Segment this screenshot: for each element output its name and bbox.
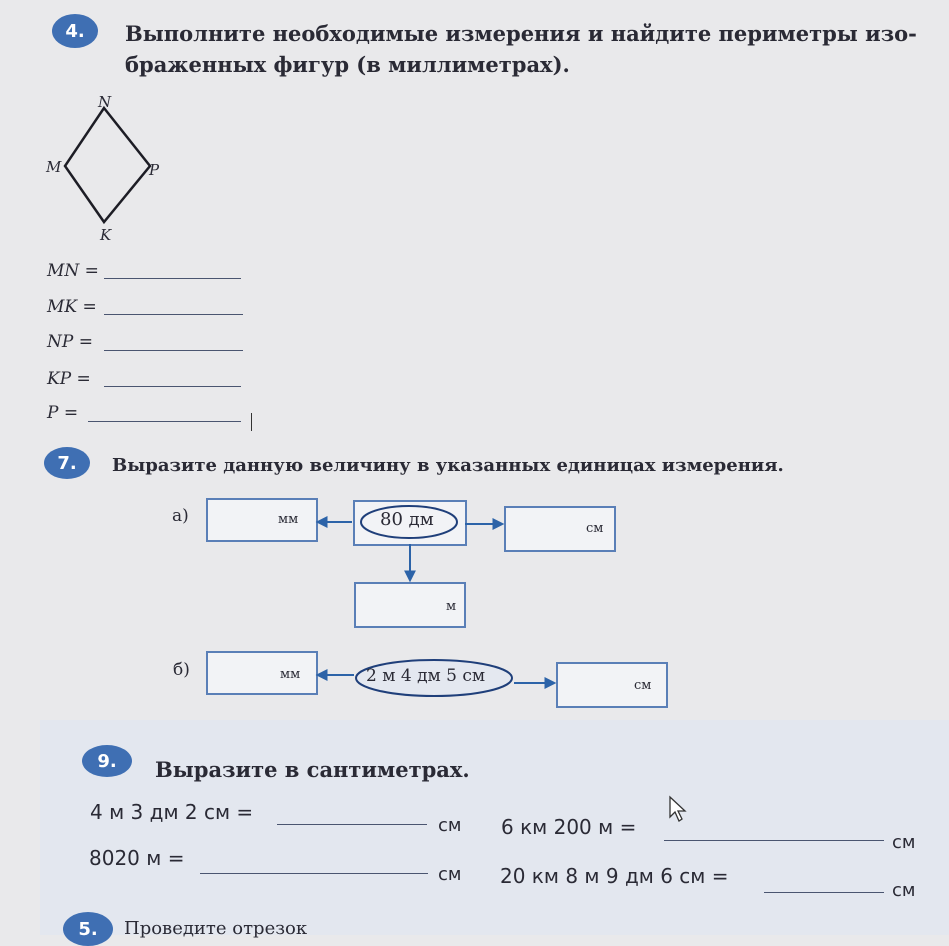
unit-label-b-mm: мм	[280, 667, 301, 682]
unit-label-a-cm: см	[586, 521, 604, 536]
answer-line-kp[interactable]	[104, 386, 241, 387]
task-number-badge: 5.	[63, 912, 113, 946]
answer-line-1[interactable]	[277, 824, 427, 825]
expression-1: 4 м 3 дм 2 см =	[90, 800, 254, 824]
unit-label-b-cm: см	[634, 678, 652, 693]
answer-line-np[interactable]	[104, 350, 243, 351]
task-background-band	[40, 720, 949, 935]
unit-1: см	[438, 815, 462, 836]
unit-label-a-mm: мм	[278, 512, 299, 527]
measure-label-mn: MN =	[47, 261, 99, 281]
vertex-label-p: P	[149, 161, 160, 179]
unit-2: см	[892, 832, 916, 853]
measure-label-perimeter: P =	[47, 403, 79, 423]
part-a-letter: а)	[172, 506, 189, 526]
expression-4: 20 км 8 м 9 дм 6 см =	[500, 864, 729, 888]
rhombus-outline	[65, 108, 150, 222]
mouse-pointer-icon	[668, 795, 690, 825]
task-title	[125, 18, 917, 80]
source-value-b: 2 м 4 дм 5 см	[366, 666, 486, 686]
task-number-badge: 4.	[52, 14, 98, 48]
unit-label-a-m: м	[446, 599, 457, 614]
expression-2: 6 км 200 м =	[501, 815, 637, 839]
task-number-badge: 9.	[82, 745, 132, 777]
answer-line-perimeter[interactable]	[88, 421, 241, 422]
part-b-letter: б)	[173, 660, 190, 680]
arrows-a	[300, 500, 520, 590]
answer-line-mn[interactable]	[104, 278, 241, 279]
task-title-line-2: браженных фигур (в миллиметрах).	[125, 52, 570, 77]
answer-line-4[interactable]	[764, 892, 884, 893]
vertex-label-k: K	[100, 226, 112, 244]
answer-line-3[interactable]	[200, 873, 428, 874]
answer-line-2[interactable]	[664, 840, 884, 841]
task-title: Проведите отрезок	[124, 918, 308, 939]
text-cursor	[251, 413, 252, 431]
arrows-b	[300, 655, 570, 705]
measure-label-np: NP =	[47, 332, 93, 352]
source-value-a: 80 дм	[380, 509, 434, 530]
expression-3: 8020 м =	[89, 846, 185, 870]
measure-label-mk: MK =	[47, 297, 97, 317]
unit-4: см	[892, 880, 916, 901]
measure-label-kp: KP =	[47, 369, 91, 389]
answer-line-mk[interactable]	[104, 314, 243, 315]
unit-3: см	[438, 864, 462, 885]
task-title: Выразите данную величину в указанных единицах измерения.	[112, 455, 784, 476]
task-title-line-1: Выполните необходимые измерения и найдите периметры изо-	[125, 21, 917, 46]
vertex-label-m: M	[46, 158, 62, 176]
task-number-badge: 7.	[44, 447, 90, 479]
vertex-label-n: N	[98, 93, 112, 111]
task-title: Выразите в сантиметрах.	[155, 757, 470, 782]
